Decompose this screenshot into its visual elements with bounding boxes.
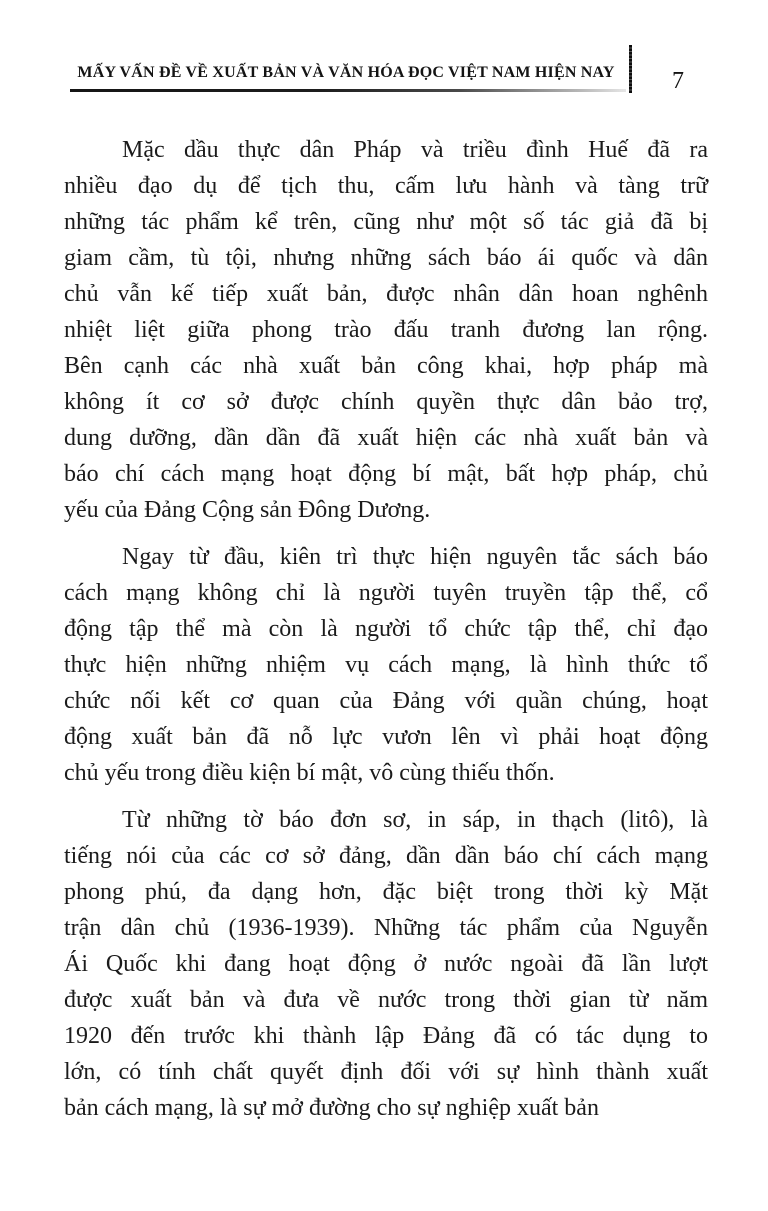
text-line: lớn, có tính chất quyết định đối với sự hình thành xuất xyxy=(64,1059,708,1085)
text-line: nhiệt liệt giữa phong trào đấu tranh đương lan rộng. xyxy=(64,317,708,343)
text-line: chức nối kết cơ quan của Đảng với quần chúng, hoạt xyxy=(64,688,708,714)
text-line: giam cầm, tù tội, nhưng những sách báo ái quốc và dân xyxy=(64,245,708,271)
text-line: những tác phẩm kể trên, cũng như một số tác giả đã bị xyxy=(64,209,708,235)
text-line: động xuất bản đã nỗ lực vươn lên vì phải hoạt động xyxy=(64,724,708,750)
text-line: 1920 đến trước khi thành lập Đảng đã có tác dụng to xyxy=(64,1023,708,1049)
text-line: thực hiện những nhiệm vụ cách mạng, là hình thức tổ xyxy=(64,652,708,678)
text-line: nhiều đạo dụ để tịch thu, cấm lưu hành và tàng trữ xyxy=(64,173,708,199)
text-line: báo chí cách mạng hoạt động bí mật, bất hợp pháp, chủ xyxy=(64,461,708,487)
header-underline-rule xyxy=(70,89,626,92)
text-line: động tập thể mà còn là người tổ chức tập thể, chỉ đạo xyxy=(64,616,708,642)
paragraph-1 xyxy=(64,132,708,528)
text-line: Ái Quốc khi đang hoạt động ở nước ngoài đã lần lượt xyxy=(64,951,708,977)
text-line: không ít cơ sở được chính quyền thực dân bảo trợ, xyxy=(64,389,708,415)
body-text xyxy=(64,132,708,1126)
text-line: tiếng nói của các cơ sở đảng, dần dần báo chí cách mạng xyxy=(64,843,708,869)
running-header-title: MẤY VẤN ĐỀ VỀ XUẤT BẢN VÀ VĂN HÓA ĐỌC VIỆT NAM HIỆN NAY xyxy=(77,64,615,81)
text-line: được xuất bản và đưa về nước trong thời gian từ năm xyxy=(64,987,708,1013)
text-line: bản cách mạng, là sự mở đường cho sự nghiệp xuất bản xyxy=(64,1095,599,1121)
header-divider-bar xyxy=(629,45,632,93)
text-line: trận dân chủ (1936-1939). Những tác phẩm của Nguyễn xyxy=(64,915,708,941)
text-line: cách mạng không chỉ là người tuyên truyền tập thể, cổ xyxy=(64,580,708,606)
text-line: dung dưỡng, dần dần đã xuất hiện các nhà xuất bản và xyxy=(64,425,708,451)
page-number: 7 xyxy=(672,68,684,94)
text-line: yếu của Đảng Cộng sản Đông Dương. xyxy=(64,497,431,523)
text-line: Từ những tờ báo đơn sơ, in sáp, in thạch (litô), là xyxy=(122,807,708,833)
text-line: chủ vẫn kế tiếp xuất bản, được nhân dân hoan nghênh xyxy=(64,281,708,307)
text-line: chủ yếu trong điều kiện bí mật, vô cùng thiếu thốn. xyxy=(64,760,555,786)
text-line: Bên cạnh các nhà xuất bản công khai, hợp pháp mà xyxy=(64,353,708,379)
paragraph-2 xyxy=(64,539,708,791)
text-line: phong phú, đa dạng hơn, đặc biệt trong thời kỳ Mặt xyxy=(64,879,708,905)
text-line: Mặc dầu thực dân Pháp và triều đình Huế đã ra xyxy=(122,137,708,163)
text-line: Ngay từ đầu, kiên trì thực hiện nguyên tắc sách báo xyxy=(122,544,708,570)
paragraph-3 xyxy=(64,802,708,1126)
